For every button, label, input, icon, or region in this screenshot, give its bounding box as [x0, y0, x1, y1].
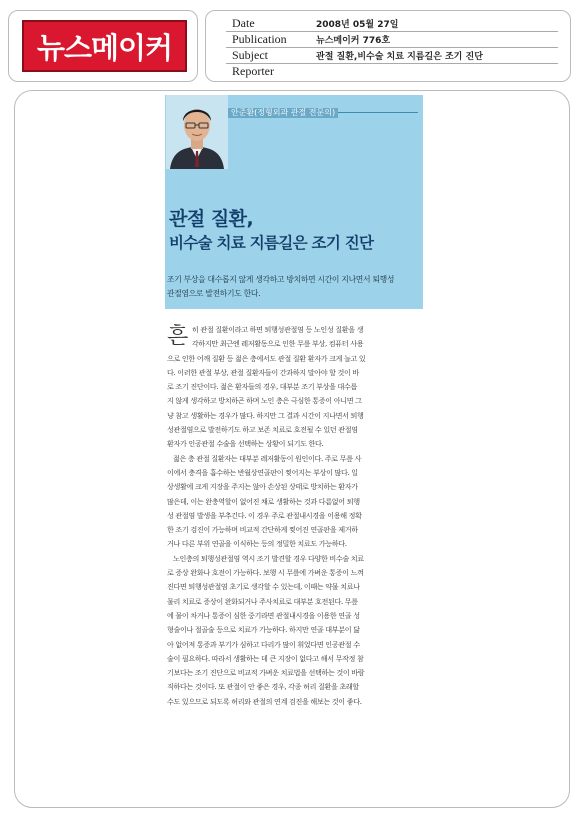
body-line: 형술이나 절골술 등으로 치료가 가능하다. 하지만 연골 대부분이 닳	[167, 625, 360, 635]
body-line: 한 조기 검진이 가능하며 비교적 간단하게 찢어진 연골판을 제거하	[167, 525, 358, 535]
body-line: 젊은 층 관절 질환자는 대부분 레저활동이 원인이다. 주로 무릎 사	[173, 453, 362, 463]
body-line: 로 증상 완화나 호전이 가능하다. 보행 시 무릎에 가벼운 통증이 느껴	[167, 568, 364, 578]
body-line: 물리 치료로 증상이 완화되거나 주사치료로 대부분 호전된다. 무릎	[167, 596, 358, 606]
article-header-band	[165, 95, 423, 309]
logo-panel	[8, 10, 198, 82]
article-body	[167, 323, 421, 709]
byline-text: 안준환(정형외과 관절 전문의)	[228, 108, 338, 118]
meta-value: 관절 질환,비수술 치료 지름길은 조기 진단	[316, 52, 483, 62]
body-line: 환자가 인공관절 수술을 선택하는 상황이 되기도 한다.	[167, 439, 324, 449]
body-line: 성 관절염 발생을 부추긴다. 이 경우 주로 관절내시경을 이용해 정확	[167, 510, 362, 520]
meta-label: Date	[232, 16, 255, 30]
meta-row-subject	[206, 48, 570, 64]
body-line: 으로 인한 어깨 질환 등 젊은 층에서도 관절 질환 환자가 크게 늘고 있	[167, 353, 366, 363]
meta-value: 뉴스메이커 776호	[316, 36, 391, 46]
body-line: 히 관절 질환이라고 하면 퇴행성관절염 등 노인성 질환을 생	[191, 325, 364, 334]
body-line: 각하지만 최근엔 레저활동으로 인한 무릎 부상, 컴퓨터 사용	[191, 339, 364, 349]
meta-label: Publication	[232, 32, 287, 46]
body-line: 기보다는 조기 진단으로 비교적 가벼운 치료법을 선택하는 것이 바람	[167, 668, 365, 678]
body-line: 냥 참고 생활하는 경우가 많다. 하지만 그 결과 시간이 지나면서 퇴행	[167, 410, 364, 420]
body-line: 성관절염으로 발전하기도 하고 보존 치료로 호전될 수 있던 관절염	[167, 425, 358, 435]
author-photo	[166, 95, 228, 169]
headline-line-2: 비수술 치료 지름길은 조기 진단	[169, 234, 374, 252]
body-line: 직하다는 것이다. 또 관절이 안 좋은 경우, 각종 허리 질환을 초래할	[167, 682, 359, 692]
newsmaker-logo: 뉴스메이커	[22, 20, 187, 72]
body-line: 진다면 퇴행성관절염 초기로 생각할 수 있는데, 이때는 약물 치료나	[167, 582, 360, 592]
body-line: 지 않게 생각하고 방치하곤 하며 노인 층은 극심한 통증이 아니면 그	[167, 396, 362, 406]
body-line: 수도 있으므로 되도록 허리와 관절의 연계 검진을 해보는 것이 좋다.	[167, 696, 362, 706]
body-line: 로 조기 진단이다. 젊은 환자들의 경우, 대부분 조기 부상을 대수롭	[167, 382, 358, 392]
article-clipping	[165, 95, 423, 807]
body-line: 거나 다른 부위 연골을 이식하는 등의 정밀한 치료도 가능하다.	[167, 539, 347, 549]
headline-line-1: 관절 질환,	[169, 208, 254, 230]
meta-row-reporter	[206, 64, 570, 80]
body-line: 술이 필요하다. 따라서 생활하는 데 큰 지장이 없다고 해서 무작정 참	[167, 653, 364, 663]
body-line: 이에서 충격을 흡수하는 반월상연골판이 찢어지는 부상이 많다. 일	[167, 467, 358, 477]
body-line: 에 물이 차거나 통증이 심한 중기라면 관절내시경을 이용한 연골 성	[167, 610, 360, 620]
body-line: 많은데, 이는 완충역할이 없어진 채로 생활하는 것과 다름없어 퇴행	[167, 496, 360, 506]
headline	[169, 207, 423, 255]
meta-label: Reporter	[232, 64, 274, 78]
meta-value: 2008년 05월 27일	[316, 20, 399, 30]
body-line: 상생활에 크게 지장을 주지는 않아 손상된 상태로 방치하는 환자가	[167, 482, 358, 492]
lede	[165, 273, 423, 301]
meta-row-date	[206, 16, 570, 32]
body-line: 다. 이러한 관절 부상, 관절 질환자들이 간과하지 말아야 할 것이 바	[167, 367, 359, 377]
meta-row-publication	[206, 32, 570, 48]
body-line: 아 없어져 통증과 부기가 심하고 다리가 많이 휘었다면 인공관절 수	[167, 639, 360, 649]
lede-line: 조기 부상을 대수롭지 않게 생각하고 방치하면 시간이 지나면서 퇴행성	[167, 275, 395, 284]
meta-label: Subject	[232, 48, 268, 62]
lede-line: 관절염으로 발전하기도 한다.	[167, 289, 261, 298]
dropcap: 흔	[167, 324, 188, 349]
metadata-panel	[205, 10, 571, 82]
body-line: 노인층의 퇴행성관절염 역시 조기 발견할 경우 다양한 비수술 치료	[173, 553, 364, 563]
byline	[228, 100, 418, 117]
